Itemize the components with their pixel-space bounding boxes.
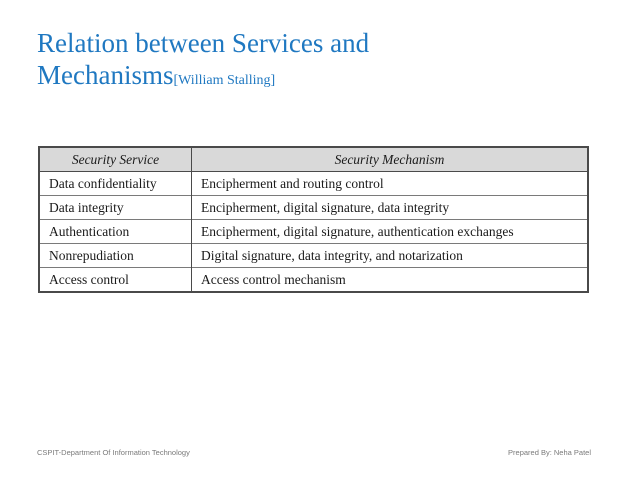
slide-title-line1: Relation between Services and [37, 28, 370, 58]
slide-title-line2 [37, 59, 369, 97]
service-cell: Authentication [40, 220, 192, 244]
column-header-mechanism: Security Mechanism [192, 148, 588, 172]
service-cell: Access control [40, 268, 192, 292]
slide-title-reference: [William Stalling] [173, 73, 276, 88]
mechanism-cell: Encipherment and routing control [201, 175, 384, 191]
service-cell: Data confidentiality [40, 172, 192, 196]
service-cell: Nonrepudiation [40, 244, 192, 268]
table-row [40, 172, 587, 196]
table-row [40, 268, 587, 292]
table-row [40, 196, 587, 220]
table-row [40, 244, 587, 268]
column-header-service: Security Service [40, 148, 192, 172]
mechanism-cell: Encipherment, digital signature, data integrity [192, 196, 588, 220]
footer-department: CSPIT-Department Of Information Technology [37, 448, 190, 457]
slide-title-main: Mechanisms [37, 60, 174, 90]
services-mechanisms-table [38, 146, 589, 293]
table-header-row [40, 148, 587, 172]
mechanism-cell: Encipherment, digital signature, authentication exchanges [192, 220, 588, 244]
slide-title [37, 27, 369, 97]
service-cell: Data integrity [40, 196, 192, 220]
mechanism-cell: Digital signature, data integrity, and notarization [192, 244, 588, 268]
mechanism-cell: Access control mechanism [192, 268, 588, 292]
table-row [40, 220, 587, 244]
footer-author: Prepared By: Neha Patel [508, 448, 591, 457]
